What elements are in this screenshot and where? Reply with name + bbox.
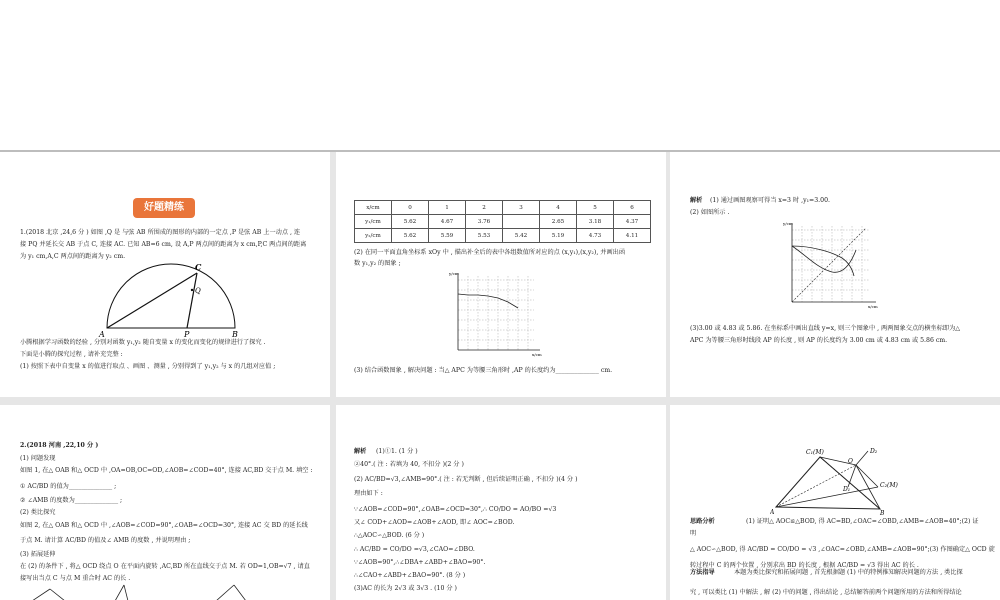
point-label-b: B — [232, 330, 238, 339]
answer-head: 解析 — [354, 448, 367, 455]
body-text: ① AC/BD 的值为______________ ; — [20, 483, 117, 490]
axis-label: y/cm — [449, 271, 459, 276]
question-text: 1.(2018 北京 ,24,6 分 ) 如图 ,Q 是 与弦 AB 所围成的图形的内部的一定点 ,P 是弦 AB 上一动点 , 连 — [20, 229, 301, 236]
body-text: 下面是小腾的探究过程 , 请补充完整 : — [20, 351, 123, 358]
answer-text: (1) 通过画图观察可得当 x=3 时 ,y₁=3.00. — [710, 197, 830, 204]
question-text: (3) 结合函数图象 , 解决问题 : 当△ APC 为等腰三角形时 ,AP 的长度约为______________ cm. — [354, 367, 613, 374]
answer-text: 理由如下 : — [354, 490, 383, 497]
answer-text: (3)3.00 或 4.83 或 5.86. 在坐标系中画出直线 y=x, 则三个图象中 , 两两图象交点的横坐标即为△ — [690, 325, 961, 332]
body-text: (2) 类比探究 — [20, 509, 56, 516]
top-blank-area — [0, 0, 1000, 150]
point-label: A — [770, 509, 775, 515]
answer-text: (2) 如图所示 . — [690, 209, 730, 216]
body-text: 小腾根据学习函数的经验 , 分别对函数 y₁,y₂ 随自变量 x 的变化而变化的规律进行了探究 . — [20, 339, 266, 346]
point-label-a: A — [99, 330, 105, 339]
analysis-text: △ AOC∽△BOD, 得 AC/BD = CO/DO = √3 ,∠OAC=∠OBD,∠AMB=∠AOB=90°;(3) 作图确定△ OCD 旋 — [690, 546, 995, 553]
slide-thumbnail-4[interactable] — [0, 405, 330, 600]
question-title: 2.(2018 河南 ,22,10 分 ) — [20, 442, 99, 449]
answer-text: (3)AC 的长为 2√3 或 3√3 . (10 分 ) — [354, 585, 457, 592]
point-label-p: P — [184, 330, 190, 339]
point-label: D₁ — [843, 486, 851, 493]
body-text: (1) 按照下表中自变量 x 的值进行取点 、画图 、测量 , 分别得到了 y₁,y₂ 与 x 的几组对应值 ; — [20, 363, 276, 370]
analysis-text: 转过程中 C 的两个位置 , 分别求出 BD 的长度 , 根据 AC/BD = √3 得出 AC 的长 . — [690, 562, 919, 569]
rotation-figure — [770, 445, 910, 515]
question-text: 为 y₁ cm,A,C 两点间的距离为 y₂ cm. — [20, 253, 126, 260]
answer-text: ∴ AC/BD = CO/DO =√3,∠CAO=∠DBO. — [354, 546, 475, 553]
answer-text: ∴∠CAO+∠ABD+∠BAO=90°. (8 分 ) — [354, 572, 466, 579]
answer-text: ②40°.( 注 : 若填为 40, 不扣分 )(2 分 ) — [354, 461, 464, 468]
body-text: (1) 问题发现 — [20, 455, 56, 462]
point-label-c: C — [195, 262, 202, 272]
table-row: x/cm 0 1 2 3 4 5 6 — [355, 201, 651, 215]
body-text: 接写出当点 C 与点 M 重合时 AC 的长 . — [20, 575, 131, 582]
answer-text: ∵∠AOB=∠COD=90°,∠OAB=∠OCD=30°,∴ CO/DO = AO/BO =√3 — [354, 506, 557, 513]
triangle-figure-partial — [20, 581, 260, 600]
analysis-head: 思路分析 — [690, 518, 715, 525]
point-label: B — [880, 510, 885, 515]
question-text: (2) 在同一平面直角坐标系 xOy 中 , 描出补全后的表中各组数值所对应的点 (x,y₁),(x,y₂), 并画出函 — [354, 249, 626, 256]
analysis-text: 明 — [690, 530, 697, 537]
table-row: y₁/cm 5.62 4.67 3.76 2.65 3.18 4.37 — [355, 215, 651, 229]
body-text: ② ∠AMB 的度数为______________ ; — [20, 497, 123, 504]
answer-graph — [782, 220, 882, 312]
grid-graph — [448, 270, 548, 360]
body-text: 如图 1, 在△ OAB 和△ OCD 中 ,OA=OB,OC=OD,∠AOB=∠COD=40°, 连接 AC,BD 交于点 M. 填空 : — [20, 467, 313, 474]
method-text: 本题为类比探究和拓展问题 , 首先根据题 (1) 中的特例推知解决问题的方法 , 类比探 — [734, 569, 963, 576]
axis-label: y/cm — [783, 221, 793, 226]
answer-text: ∵∠AOB=90°,∴∠DBA+∠ABD+∠BAO=90°. — [354, 559, 486, 566]
slide-thumbnail-5[interactable] — [336, 405, 666, 600]
slide-thumbnail-2[interactable] — [336, 152, 666, 397]
answer-text: (1)①1. (1 分 ) — [376, 448, 418, 455]
body-text: 于点 M. 请计算 AC/BD 的值及∠ AMB 的度数 , 并说明理由 ; — [20, 537, 191, 544]
section-banner: 好题精练 — [133, 198, 195, 218]
data-table — [354, 200, 651, 243]
slide-thumbnail-3[interactable] — [670, 152, 1000, 397]
question-text: 接 PQ 并延长交 AB 于点 C, 连接 AC. 已知 AB=6 cm, 设 A,P 两点间的距离为 x cm,P,C 两点间的距离 — [20, 241, 307, 248]
answer-text: (2) AC/BD=√3,∠AMB=90°.( 注 : 若无判断 , 但后续证明正确 , 不扣分 )(4 分 ) — [354, 476, 578, 483]
answer-text: ∴△AOC∽△BOD. (6 分 ) — [354, 532, 425, 539]
point-label: D₂ — [870, 448, 878, 455]
slide-thumbnail-1[interactable] — [0, 152, 330, 397]
body-text: (3) 拓展延伸 — [20, 551, 56, 558]
point-label: O — [848, 458, 853, 465]
axis-label: x/cm — [532, 352, 542, 357]
semicircle-figure — [95, 260, 245, 340]
answer-head: 解析 — [690, 197, 703, 204]
axis-label: x/cm — [868, 304, 878, 309]
method-head: 方法指导 — [690, 569, 715, 576]
table-row: y₂/cm 5.62 5.59 5.53 5.42 5.19 4.73 4.11 — [355, 229, 651, 243]
body-text: 在 (2) 的条件下 , 将△ OCD 绕点 O 在平面内旋转 ,AC,BD 所在直线交于点 M. 若 OD=1,OB=√7 , 请直 — [20, 563, 310, 570]
answer-text: APC 为等腰三角形时线段 AP 的长度 , 则 AP 的长度约为 3.00 cm 或 4.83 cm 或 5.86 cm. — [690, 337, 948, 344]
body-text: 如图 2, 在△ OAB 和△ OCD 中 ,∠AOB=∠COD=90°,∠OAB=∠OCD=30°, 连接 AC 交 BD 的延长线 — [20, 522, 308, 529]
slide-thumbnail-6[interactable] — [670, 405, 1000, 600]
point-label-q: Q — [195, 287, 201, 295]
point-label: C₁(M) — [806, 449, 824, 456]
point-label: C₂(M) — [880, 482, 898, 489]
question-text: 数 y₁,y₂ 的图象 ; — [354, 260, 401, 267]
analysis-text: (1) 证明△ AOC≌△BOD, 得 AC=BD,∠OAC=∠OBD,∠AMB=∠AOB=40°;(2) 证 — [746, 518, 979, 525]
answer-text: 又∠ COD+∠AOD=∠AOB+∠AOD, 即∠ AOC=∠BOD. — [354, 519, 515, 526]
method-text: 究 , 可以类比 (1) 中解法 , 解 (2) 中的问题 , 得出结论 , 总结解答前两个问题所用的方法和所得结论 — [690, 589, 962, 596]
